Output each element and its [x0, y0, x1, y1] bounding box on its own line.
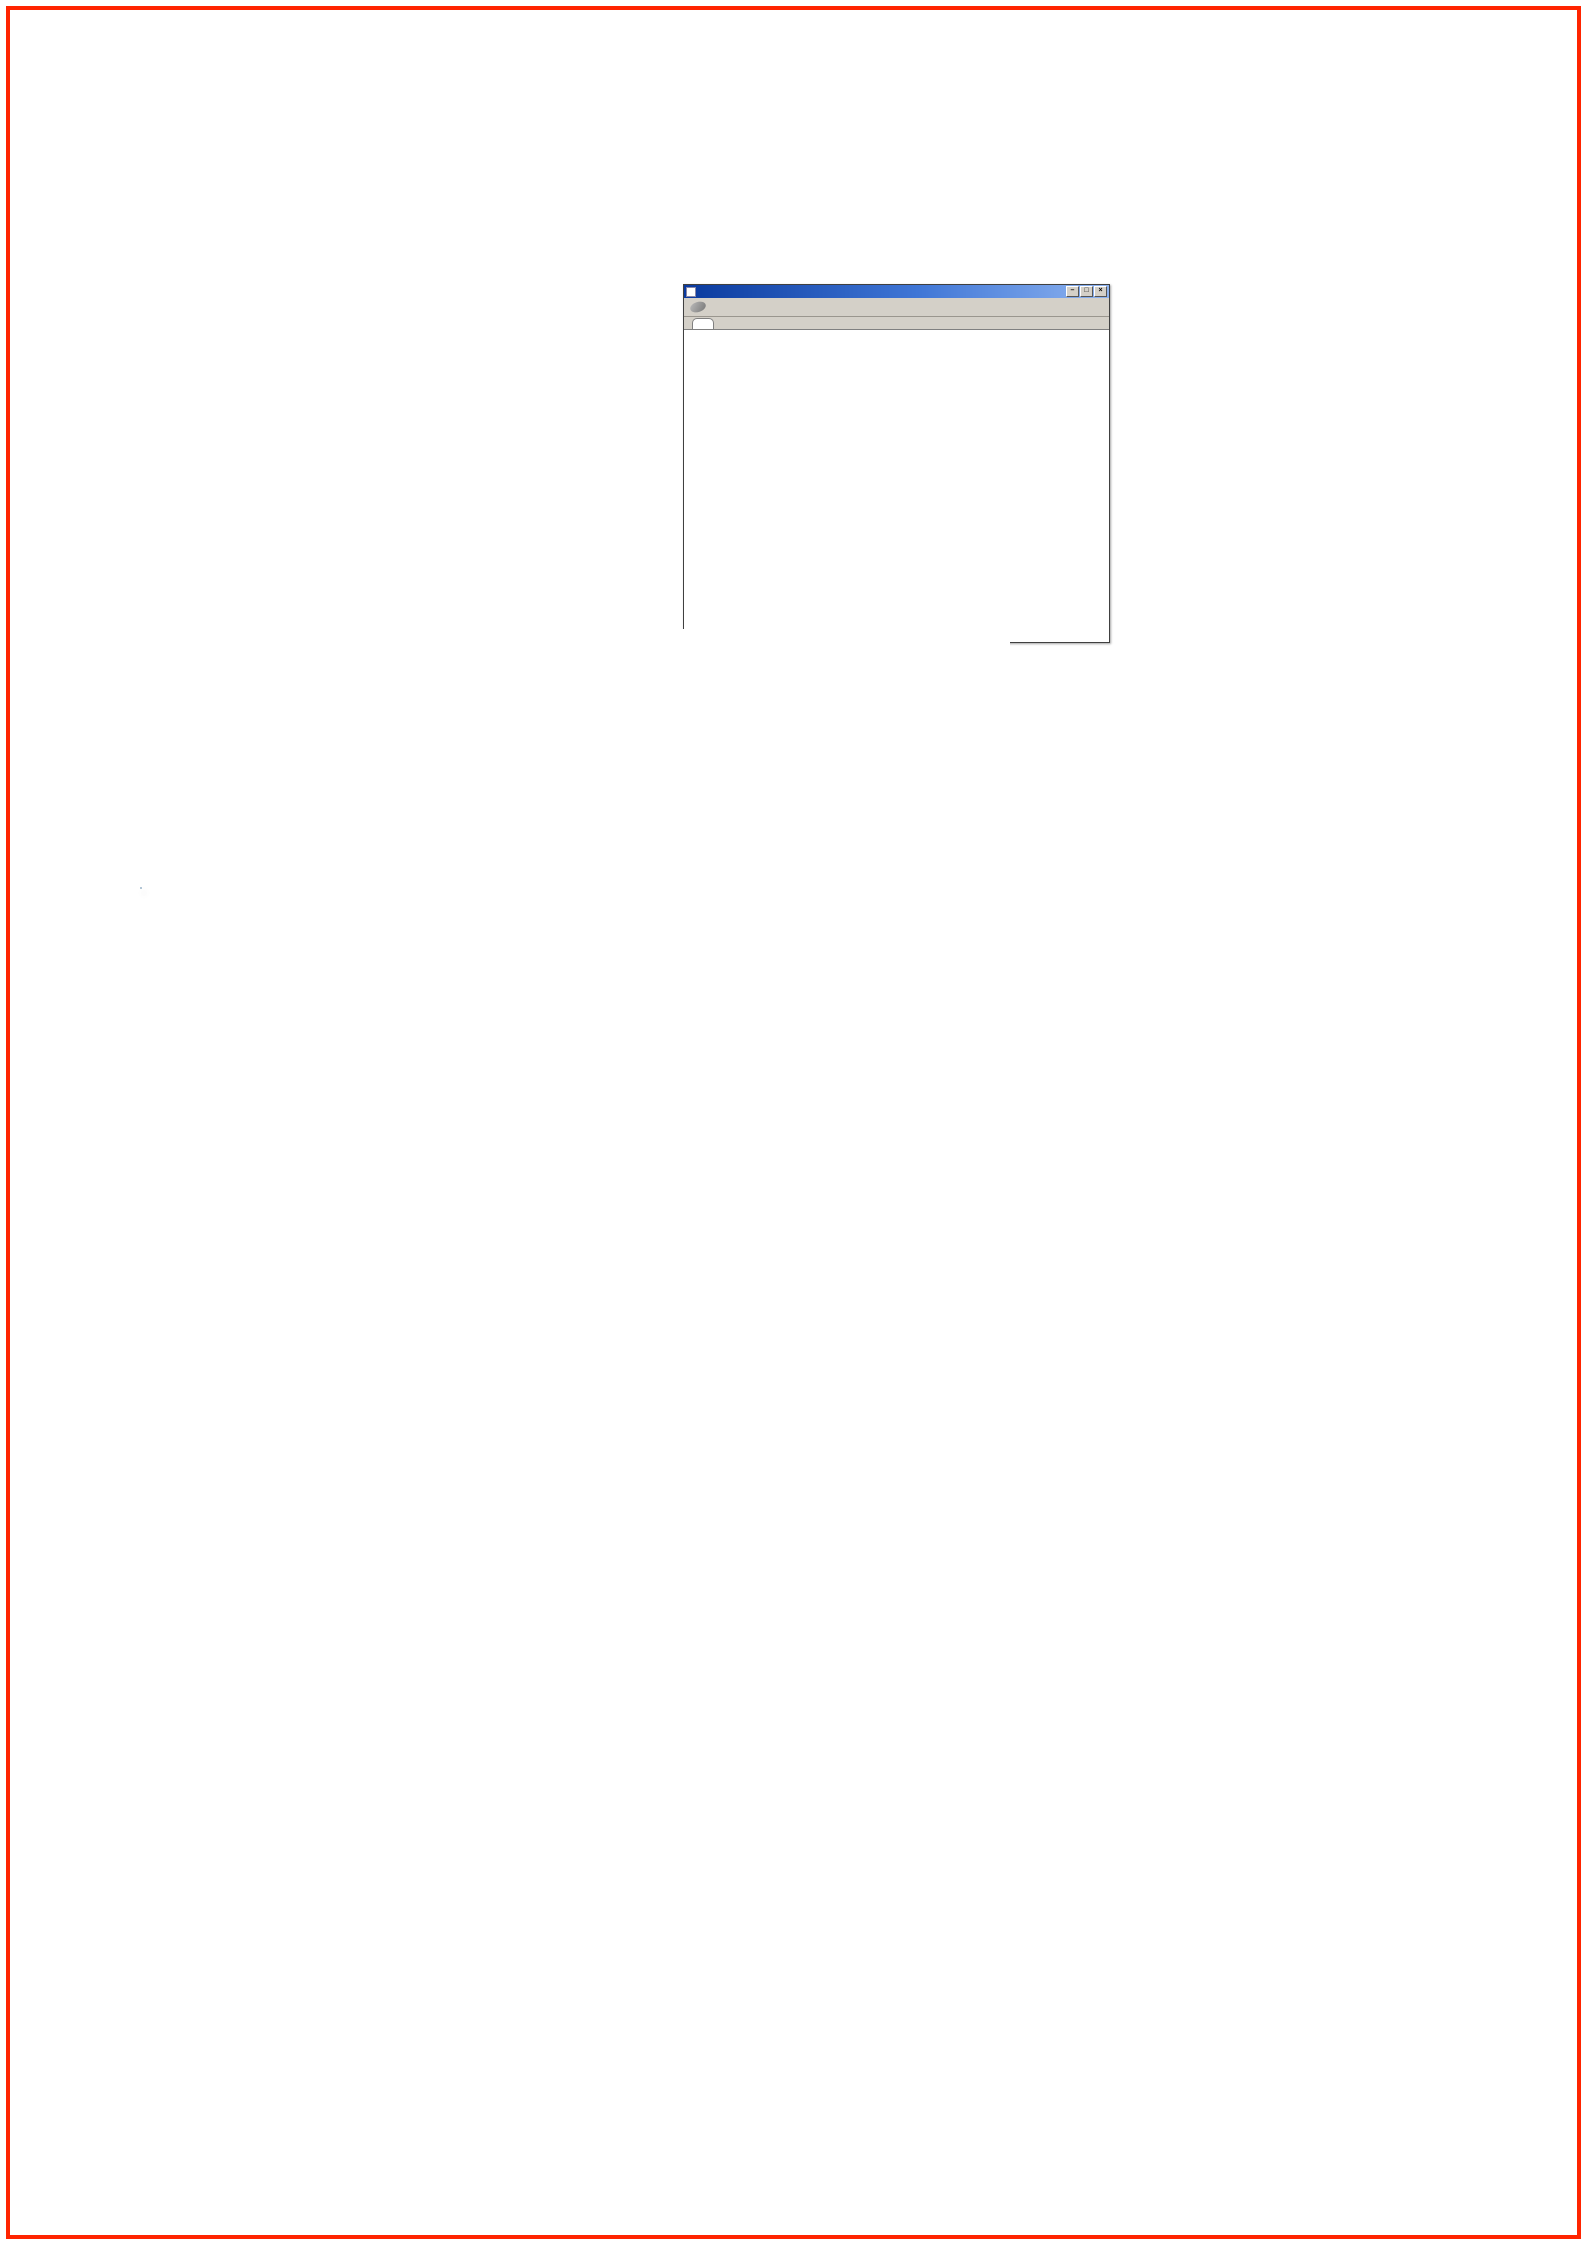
- figure-5: [235, 224, 1375, 839]
- window-titlebar: [684, 285, 1109, 298]
- minimize-icon: –: [1066, 286, 1079, 297]
- window-toolbar: [684, 298, 1109, 317]
- bpm-core-sphere: [140, 887, 142, 889]
- logo-icon: [689, 300, 707, 314]
- window-document-icon: [686, 287, 696, 297]
- close-icon: ×: [1094, 286, 1107, 297]
- figure-6-bpm-lifecycle: [140, 887, 1450, 1409]
- flow-edges: [240, 629, 1010, 839]
- figure5-3d-bar-chart: [980, 429, 1370, 784]
- lifecycle-arrows: [140, 887, 1450, 1409]
- maximize-icon: □: [1080, 286, 1093, 297]
- figure5-flow-diagram: [240, 629, 1010, 839]
